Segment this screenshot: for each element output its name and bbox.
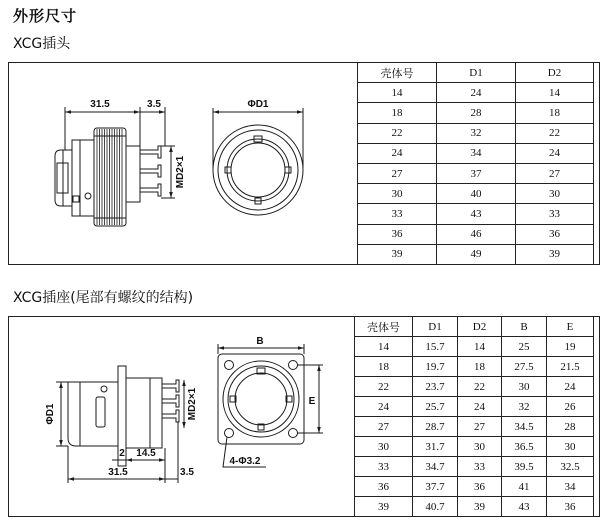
table-cell: 19.7 — [413, 357, 458, 377]
table-cell: 28.7 — [413, 417, 458, 437]
table-row — [358, 123, 594, 143]
rear-body — [68, 382, 118, 446]
table-cell: 33 — [516, 204, 594, 224]
table-cell: 24 — [516, 143, 594, 163]
coupling-nut — [94, 128, 126, 226]
table-row — [355, 337, 594, 357]
column-header: E — [547, 317, 594, 337]
table-cell: 34.5 — [502, 417, 547, 437]
plug-side-view — [55, 107, 175, 226]
table-cell: 32 — [437, 123, 516, 143]
table-cell: 33 — [458, 457, 502, 477]
page-title: 外形尺寸 — [13, 7, 78, 25]
table-cell: 34 — [437, 143, 516, 163]
plug-section-title: XCG插头 — [13, 36, 71, 52]
table-cell: 43 — [437, 204, 516, 224]
table-row — [358, 224, 594, 244]
table-cell: 14 — [358, 83, 437, 103]
table-cell: 25 — [502, 337, 547, 357]
diameter-label: ΦD1 — [45, 403, 56, 425]
key-notch — [285, 167, 291, 173]
table-cell: 21.5 — [547, 357, 594, 377]
table-cell: 19 — [547, 337, 594, 357]
table-cell: 22 — [516, 123, 594, 143]
receptacle-section-title: XCG插座(尾部有螺纹的结构) — [13, 290, 194, 306]
table-row — [355, 497, 594, 517]
table-row — [358, 83, 594, 103]
table-cell: 39 — [516, 244, 594, 264]
column-header: D1 — [437, 63, 516, 83]
contact-pin — [162, 395, 179, 407]
table-cell: 30 — [355, 437, 413, 457]
table-cell: 31.7 — [413, 437, 458, 457]
mounting-hole — [225, 361, 234, 370]
connector-body — [72, 140, 94, 216]
table-cell: 18 — [355, 357, 413, 377]
thread-dimension-label: MD2×1 — [187, 387, 198, 421]
table-cell: 24 — [437, 83, 516, 103]
table-cell: 37.7 — [413, 477, 458, 497]
table-row — [355, 417, 594, 437]
offset-dimension-label: 3.5 — [147, 99, 161, 110]
table-cell: 33 — [358, 204, 437, 224]
mounting-hole — [289, 429, 298, 438]
contact-pin — [162, 380, 179, 392]
table-cell: 22 — [458, 377, 502, 397]
mounting-hole — [225, 429, 234, 438]
key-notch — [225, 167, 231, 173]
column-header: 壳体号 — [355, 317, 413, 337]
table-cell: 14 — [355, 337, 413, 357]
length-dimension-label: 31.5 — [90, 99, 110, 110]
body-screw — [101, 386, 107, 392]
offset-dimension-label: 3.5 — [180, 467, 194, 478]
table-cell: 30 — [502, 377, 547, 397]
width-label: B — [256, 336, 264, 347]
table-cell: 34 — [547, 477, 594, 497]
diameter-label: ΦD1 — [247, 99, 269, 110]
table-row — [358, 204, 594, 224]
table-cell: 33 — [355, 457, 413, 477]
contact-pin — [140, 165, 161, 177]
holes-label: 4-Φ3.2 — [229, 456, 261, 467]
table-cell: 15.7 — [413, 337, 458, 357]
table-cell: 32 — [502, 397, 547, 417]
table-cell: 24 — [355, 397, 413, 417]
plug-drawing — [0, 62, 357, 265]
table-cell: 39 — [355, 497, 413, 517]
table-cell: 36 — [547, 497, 594, 517]
column-header: 壳体号 — [358, 63, 437, 83]
table-cell: 27 — [358, 163, 437, 183]
table-cell: 36 — [358, 224, 437, 244]
table-row — [355, 357, 594, 377]
column-header: D1 — [413, 317, 458, 337]
insert-face — [231, 143, 285, 197]
receptacle-drawing — [0, 316, 354, 517]
insert-ring — [227, 139, 289, 201]
length-dimension-label: 31.5 — [108, 467, 128, 478]
receptacle-front-view — [218, 344, 323, 467]
flange-thickness-label: 2 — [119, 448, 125, 459]
table-row — [355, 397, 594, 417]
body-screw — [85, 193, 91, 199]
table-cell: 25.7 — [413, 397, 458, 417]
table-cell: 41 — [502, 477, 547, 497]
table-row — [355, 457, 594, 477]
table-row — [358, 184, 594, 204]
column-header: B — [502, 317, 547, 337]
column-header: D2 — [516, 63, 594, 83]
insert-ring — [228, 366, 294, 432]
table-cell: 36.5 — [502, 437, 547, 457]
table-cell: 26 — [547, 397, 594, 417]
insert-face — [235, 373, 287, 425]
table-cell: 18 — [458, 357, 502, 377]
table-cell: 28 — [437, 103, 516, 123]
table-cell: 27 — [355, 417, 413, 437]
rear-body-window — [96, 397, 105, 427]
table-row — [355, 437, 594, 457]
table-cell: 18 — [358, 103, 437, 123]
plug-front-view — [213, 108, 303, 215]
table-header-row — [358, 63, 594, 83]
table-cell: 32.5 — [547, 457, 594, 477]
table-cell: 14 — [516, 83, 594, 103]
table-cell: 49 — [437, 244, 516, 264]
table-row — [355, 477, 594, 497]
receptacle-dimension-table — [354, 316, 594, 517]
table-row — [355, 377, 594, 397]
knurl-lines — [97, 129, 122, 225]
table-cell: 24 — [547, 377, 594, 397]
contact-pin — [140, 146, 161, 158]
table-cell: 24 — [358, 143, 437, 163]
table-cell: 39 — [358, 244, 437, 264]
depth-dimension-label: 14.5 — [136, 448, 156, 459]
table-cell: 30 — [458, 437, 502, 457]
table-cell: 46 — [437, 224, 516, 244]
table-cell: 36 — [355, 477, 413, 497]
contact-insert — [126, 146, 140, 202]
table-cell: 14 — [458, 337, 502, 357]
thread-dimension-label: MD2×1 — [175, 155, 186, 189]
table-cell: 22 — [355, 377, 413, 397]
table-row — [358, 103, 594, 123]
receptacle-table-body — [355, 317, 594, 517]
table-cell: 27 — [458, 417, 502, 437]
table-cell: 27 — [516, 163, 594, 183]
receptacle-side-view — [56, 366, 184, 483]
table-row — [358, 163, 594, 183]
table-cell: 18 — [516, 103, 594, 123]
table-cell: 30 — [547, 437, 594, 457]
table-row — [358, 244, 594, 264]
table-cell: 24 — [458, 397, 502, 417]
front-body — [126, 378, 162, 448]
table-cell: 34.7 — [413, 457, 458, 477]
plug-dimension-table — [357, 62, 594, 265]
table-cell: 37 — [437, 163, 516, 183]
table-cell: 40.7 — [413, 497, 458, 517]
table-cell: 36 — [458, 477, 502, 497]
contact-pin — [162, 410, 179, 422]
table-cell: 23.7 — [413, 377, 458, 397]
mounting-hole — [289, 361, 298, 370]
table-cell: 22 — [358, 123, 437, 143]
table-cell: 28 — [547, 417, 594, 437]
table-row — [358, 143, 594, 163]
table-cell: 40 — [437, 184, 516, 204]
table-cell: 30 — [516, 184, 594, 204]
height-label: E — [308, 396, 316, 407]
table-cell: 39.5 — [502, 457, 547, 477]
table-cell: 43 — [502, 497, 547, 517]
plug-table-body — [358, 63, 594, 265]
table-cell: 27.5 — [502, 357, 547, 377]
ground-mark — [73, 196, 79, 202]
column-header: D2 — [458, 317, 502, 337]
contact-pin — [140, 184, 161, 196]
table-cell: 36 — [516, 224, 594, 244]
table-cell: 30 — [358, 184, 437, 204]
outer-ring — [223, 361, 299, 437]
table-header-row — [355, 317, 594, 337]
table-cell: 39 — [458, 497, 502, 517]
